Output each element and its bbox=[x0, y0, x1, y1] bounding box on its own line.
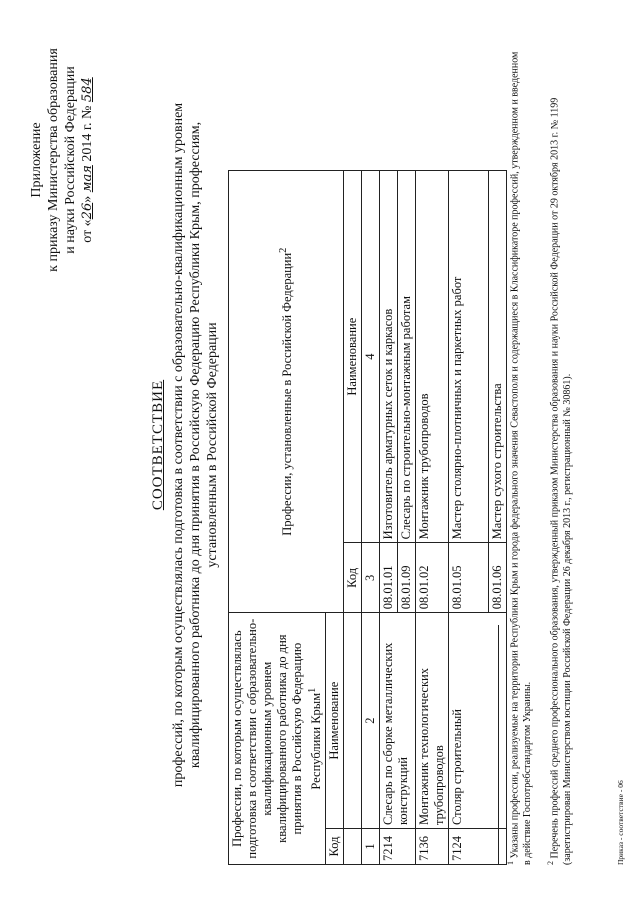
table-subheader-row-right bbox=[344, 171, 362, 865]
table-row: 7214 Слесарь по сборке металлических конструкций 08.01.01 Изготовитель арматурных сеток и каркасов bbox=[380, 171, 398, 865]
table-header-row bbox=[229, 171, 326, 865]
right-group-header: Профессии, установленные в Российской Федерации$^2$ bbox=[229, 171, 344, 613]
table-row: 08.01.06 Мастер сухого строительства bbox=[489, 171, 507, 865]
col-name-2: Наименование bbox=[344, 171, 362, 543]
document-subtitle: профессий, по которым осуществлялась подготовка в соответствии с образовательно-квалификационным уровнем квалифицированного работника до дня принятия в Российскую Федерацию Республики Крым, профессиям, установленным в Российской Федерации bbox=[171, 102, 220, 788]
footnote-1: $^1$ Указаны профессии, реализуемые на территории Республики Крым и города федерального значения Севастополя и содержащиеся в Классификаторе профессий, утвержденном и введенном в действие Госпотребстандартом Украины. bbox=[506, 51, 534, 865]
appendix-date: от «26» мая 2014 г. № 584 bbox=[80, 77, 95, 243]
footnote-2: $^2$ Перечень профессий среднего профессионального образования, утвержденный приказом Министерства образования и науки Российской Федерации от 29 октября 2013 г. № 1199 (зарегистрирован Министерством юстиции Российской Федерации 26 декабря 2013 г., регистрационный № 30861). bbox=[546, 97, 574, 865]
handwritten-day: 26 bbox=[80, 202, 95, 220]
col-code-1: Код bbox=[326, 829, 344, 865]
correspondence-table bbox=[228, 170, 507, 865]
footnote-separator bbox=[498, 625, 499, 865]
col-name-1: Наименование bbox=[326, 613, 344, 829]
handwritten-number: 584 bbox=[80, 77, 95, 103]
col-code-2: Код bbox=[344, 543, 362, 613]
handwritten-month: мая bbox=[80, 165, 95, 193]
appendix-line2: и науки Российской Федерации bbox=[63, 66, 78, 254]
footer-tag: Приказ - соответствие - 06 bbox=[616, 780, 625, 865]
table-row: 7136 Монтажник технологических трубопроводов 08.01.02 Монтажник трубопроводов bbox=[416, 171, 449, 865]
appendix-line1: к приказу Министерства образования bbox=[46, 48, 61, 272]
left-group-header: Профессии, по которым осуществлялась подготовка в соответствии с образовательно-квалификационным уровнем квалифицированного работника до дня принятия в Российскую Федерацию Республики Крым$^1$ bbox=[229, 613, 326, 865]
appendix-block bbox=[28, 35, 96, 285]
table-row: 7124 Столяр строительный 08.01.05 Мастер столярно-плотничных и паркетных работ bbox=[449, 171, 489, 865]
appendix-heading: Приложение bbox=[29, 122, 44, 198]
column-number-row: 1 2 3 4 bbox=[362, 171, 380, 865]
document-title: СООТВЕТСТВИЕ bbox=[150, 379, 166, 511]
table-row: 08.01.09 Слесарь по строительно-монтажным работам bbox=[398, 171, 416, 865]
